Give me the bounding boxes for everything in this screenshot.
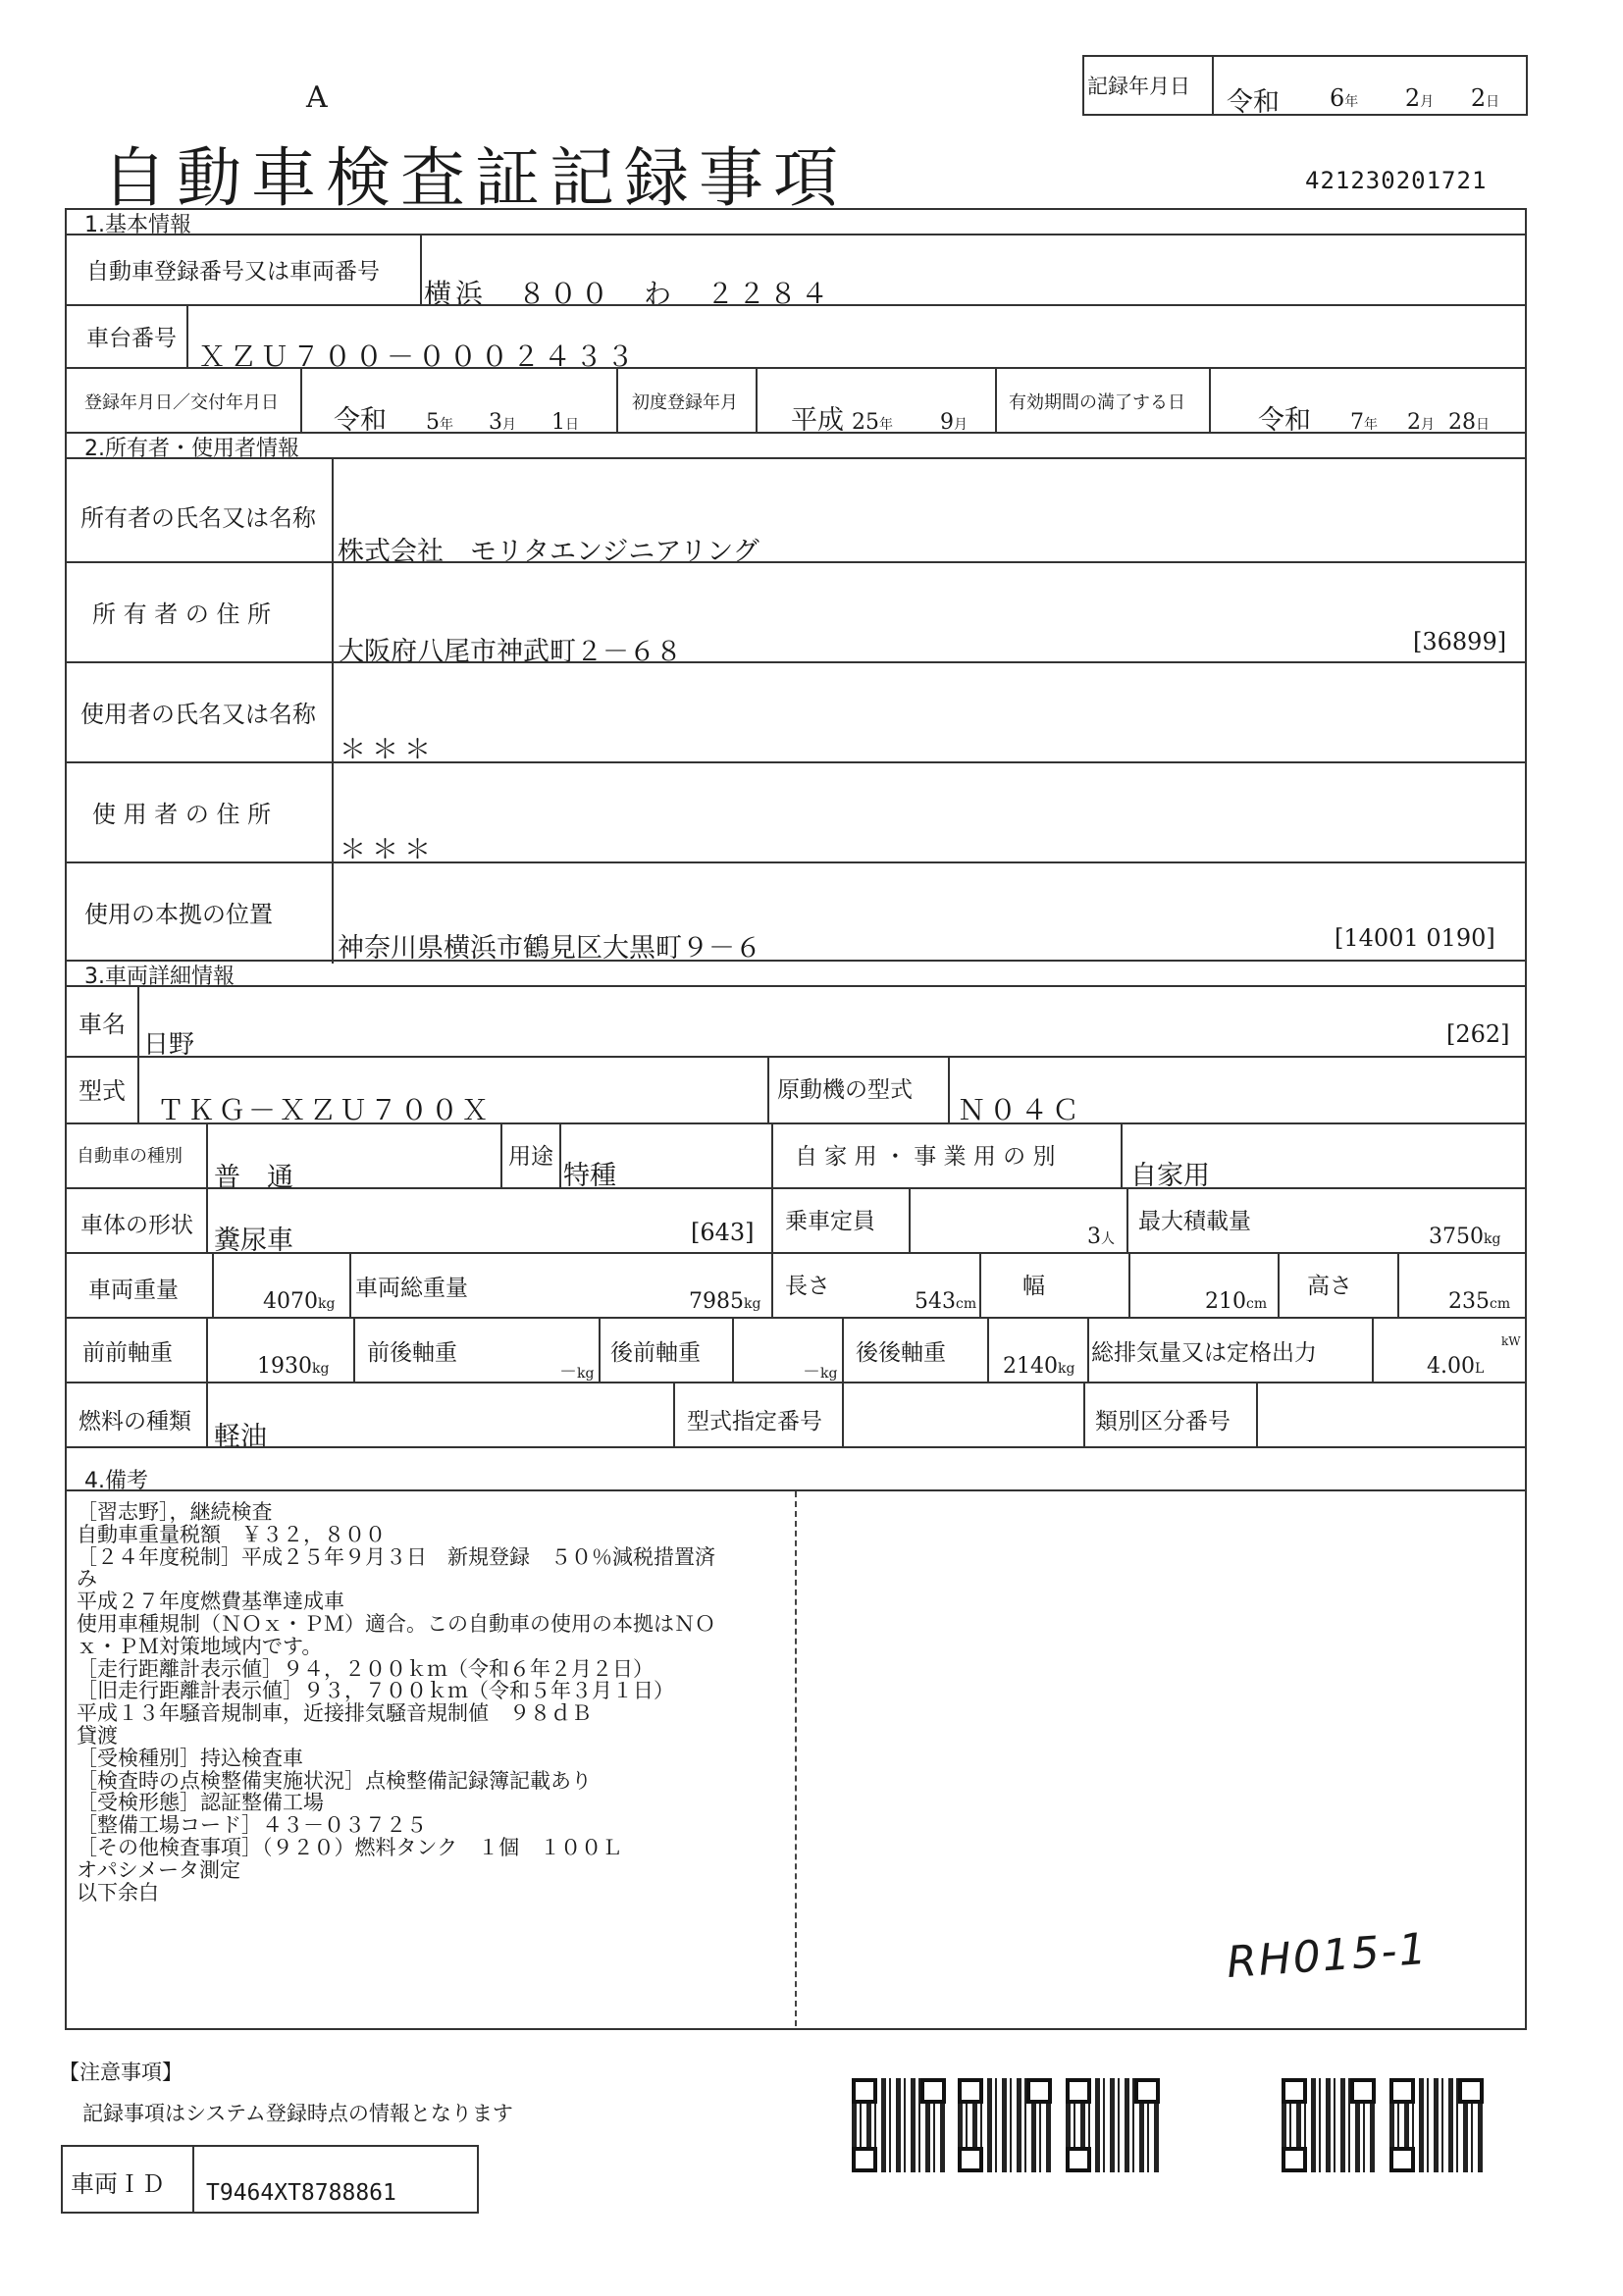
remarks-line: ［走行距離計表示値］９４，２００ｋｍ（令和６年２月２日） (77, 1656, 654, 1681)
remarks-line: ［整備工場コード］４３－０３７２５ (77, 1813, 427, 1838)
base-location-value: 神奈川県横浜市鶴見区大黒町９－６ (338, 933, 761, 964)
section-1-title: 1.基本情報 (84, 213, 191, 237)
document-number: 421230201721 (1305, 167, 1488, 194)
first-registration-label: 初度登録年月 (632, 392, 738, 413)
length-value: 543cm (915, 1289, 977, 1314)
capacity-value: 3人 (1087, 1225, 1115, 1249)
registration-date-value: 令和 5年 3月 1日 (334, 405, 579, 436)
record-date-value: 6年 2月 2日 (1330, 84, 1500, 112)
section-4-title: 4.備考 (84, 1469, 148, 1493)
remarks-line: み (77, 1567, 97, 1592)
width-value: 210cm (1205, 1289, 1268, 1314)
registration-number-value: 横浜 ８００ わ ２２８４ (424, 278, 833, 310)
user-name-label: 使用者の氏名又は名称 (80, 701, 316, 728)
qr-code-2 (958, 2078, 1052, 2172)
gross-weight-value: 7985kg (689, 1289, 761, 1314)
user-address-value: ＊＊＊ (340, 835, 437, 865)
remarks-line: ［受検形態］認証整備工場 (77, 1791, 324, 1815)
qr-code-1 (852, 2078, 946, 2172)
rear-front-axle-value: －kg (803, 1362, 838, 1383)
remarks-line: ［検査時の点検整備実施状況］点検整備記録簿記載あり (77, 1768, 592, 1793)
fuel-type-label: 燃料の種類 (79, 1409, 191, 1435)
private-business-value: 自家用 (1130, 1161, 1210, 1191)
notice-title: 【注意事項】 (59, 2061, 183, 2084)
vehicle-id-value: T9464XT8788861 (206, 2180, 396, 2206)
owner-address-code: [36899] (1413, 628, 1507, 655)
section-3-title: 3.車両詳細情報 (84, 965, 235, 989)
make-value: 日野 (143, 1030, 195, 1060)
height-value: 235cm (1448, 1289, 1511, 1314)
record-date-era: 令和 (1227, 87, 1280, 118)
width-label: 幅 (1022, 1274, 1045, 1299)
remarks-text (77, 1501, 791, 1904)
owner-address-label: 所 有 者 の 住 所 (92, 600, 272, 628)
qr-code-5 (1389, 2078, 1484, 2172)
remarks-line: ［その他検査事項］（９２０）燃料タンク １個 １００Ｌ (77, 1835, 623, 1859)
max-load-label: 最大積載量 (1138, 1209, 1251, 1234)
remarks-line: ［習志野］，継続検査 (77, 1500, 273, 1524)
remarks-line: 貸渡 (77, 1723, 118, 1748)
record-date-label: 記録年月日 (1087, 75, 1190, 98)
front-front-axle-label: 前前軸重 (82, 1340, 173, 1366)
qr-code-3 (1066, 2078, 1160, 2172)
rear-front-axle-label: 後前軸重 (610, 1340, 701, 1366)
vehicle-weight-value: 4070kg (263, 1289, 336, 1314)
displacement-unit-kw: kW (1501, 1334, 1521, 1348)
displacement-value: 4.00L (1427, 1354, 1485, 1379)
length-label: 長さ (785, 1274, 830, 1299)
vehicle-weight-label: 車両重量 (88, 1278, 179, 1303)
corner-letter: A (306, 80, 328, 115)
make-code: [262] (1446, 1020, 1510, 1048)
capacity-label: 乗車定員 (785, 1209, 875, 1234)
user-name-value: ＊＊＊ (340, 735, 437, 765)
front-front-axle-value: 1930kg (257, 1354, 330, 1379)
remarks-line: ［旧走行距離計表示値］９３，７００ｋｍ（令和５年３月１日） (77, 1679, 674, 1703)
model-label: 型式 (79, 1077, 126, 1105)
body-shape-code: [643] (691, 1219, 755, 1246)
owner-name-value: 株式会社 モリタエンジニアリング (338, 537, 759, 567)
expiry-date-value: 令和 7年 2月 28日 (1258, 405, 1490, 436)
private-business-label: 自 家 用 ・ 事 業 用 の 別 (795, 1144, 1056, 1170)
usage-value: 特種 (563, 1161, 616, 1191)
registration-number-label: 自動車登録番号又は車両番号 (86, 259, 380, 285)
expiry-date-label: 有効期間の満了する日 (1009, 392, 1185, 413)
body-shape-value: 糞尿車 (214, 1226, 293, 1256)
user-address-label: 使 用 者 の 住 所 (92, 801, 272, 828)
remarks-line: 平成１３年騒音規制車，近接排気騒音規制値 ９８ｄＢ (77, 1701, 592, 1726)
qr-code-4 (1282, 2078, 1376, 2172)
remarks-line: 以下余白 (77, 1880, 159, 1905)
notice-text: 記録事項はシステム登録時点の情報となります (82, 2102, 513, 2125)
remarks-line: ｘ・ＰＭ対策地域内です。 (77, 1634, 323, 1658)
engine-model-value: Ｎ０４Ｃ (958, 1094, 1084, 1126)
remarks-line: 使用車種規制（ＮＯｘ・ＰＭ）適合。この自動車の使用の本拠はＮＯ (77, 1611, 715, 1636)
remarks-line: 平成２７年度燃費基準達成車 (77, 1590, 344, 1614)
base-location-label: 使用の本拠の位置 (84, 901, 273, 928)
handwritten-code: RH015-1 (1225, 1923, 1431, 1989)
section-2-title: 2.所有者・使用者情報 (84, 437, 299, 461)
max-load-value: 3750kg (1429, 1225, 1501, 1249)
front-rear-axle-label: 前後軸重 (367, 1340, 457, 1366)
fuel-type-value: 軽油 (214, 1422, 267, 1452)
model-value: ＴＫＧ－ＸＺＵ７００Ｘ (157, 1094, 493, 1126)
registration-date-label: 登録年月日／交付年月日 (84, 392, 279, 413)
engine-model-label: 原動機の型式 (777, 1077, 913, 1103)
chassis-number-value: ＸＺＵ７００－０００２４３３ (198, 340, 639, 373)
rear-rear-axle-label: 後後軸重 (856, 1340, 946, 1366)
displacement-label: 総排気量又は定格出力 (1091, 1340, 1317, 1366)
gross-weight-label: 車両総重量 (355, 1276, 468, 1301)
first-registration-value: 平成 25年 9月 (791, 405, 968, 436)
usage-label: 用途 (508, 1144, 553, 1170)
remarks-line: 自動車重量税額 ￥３２，８００ (77, 1522, 386, 1546)
class-number-label: 類別区分番号 (1095, 1409, 1230, 1435)
remarks-line: ［受検種別］持込検査車 (77, 1746, 303, 1770)
rear-rear-axle-value: 2140kg (1003, 1354, 1075, 1379)
vehicle-id-label: 車両ＩＤ (71, 2170, 165, 2198)
make-label: 車名 (79, 1011, 126, 1038)
base-location-code: [14001 0190] (1335, 924, 1495, 952)
page-title: 自動車検査証記録事項 (102, 140, 848, 216)
remarks-line: ［２４年度税制］平成２５年９月３日 新規登録 ５０％減税措置済 (77, 1544, 715, 1569)
front-rear-axle-value: －kg (559, 1362, 595, 1383)
chassis-number-label: 車台番号 (86, 326, 177, 351)
vehicle-kind-label: 自動車の種別 (77, 1146, 183, 1167)
owner-name-label: 所有者の氏名又は名称 (80, 504, 316, 532)
vehicle-kind-value: 普 通 (214, 1163, 293, 1193)
remarks-line: オパシメータ測定 (77, 1857, 240, 1882)
owner-address-value: 大阪府八尾市神武町２－６８ (338, 637, 682, 667)
body-shape-label: 車体の形状 (80, 1213, 193, 1238)
height-label: 高さ (1307, 1274, 1352, 1299)
type-designation-label: 型式指定番号 (687, 1409, 822, 1435)
